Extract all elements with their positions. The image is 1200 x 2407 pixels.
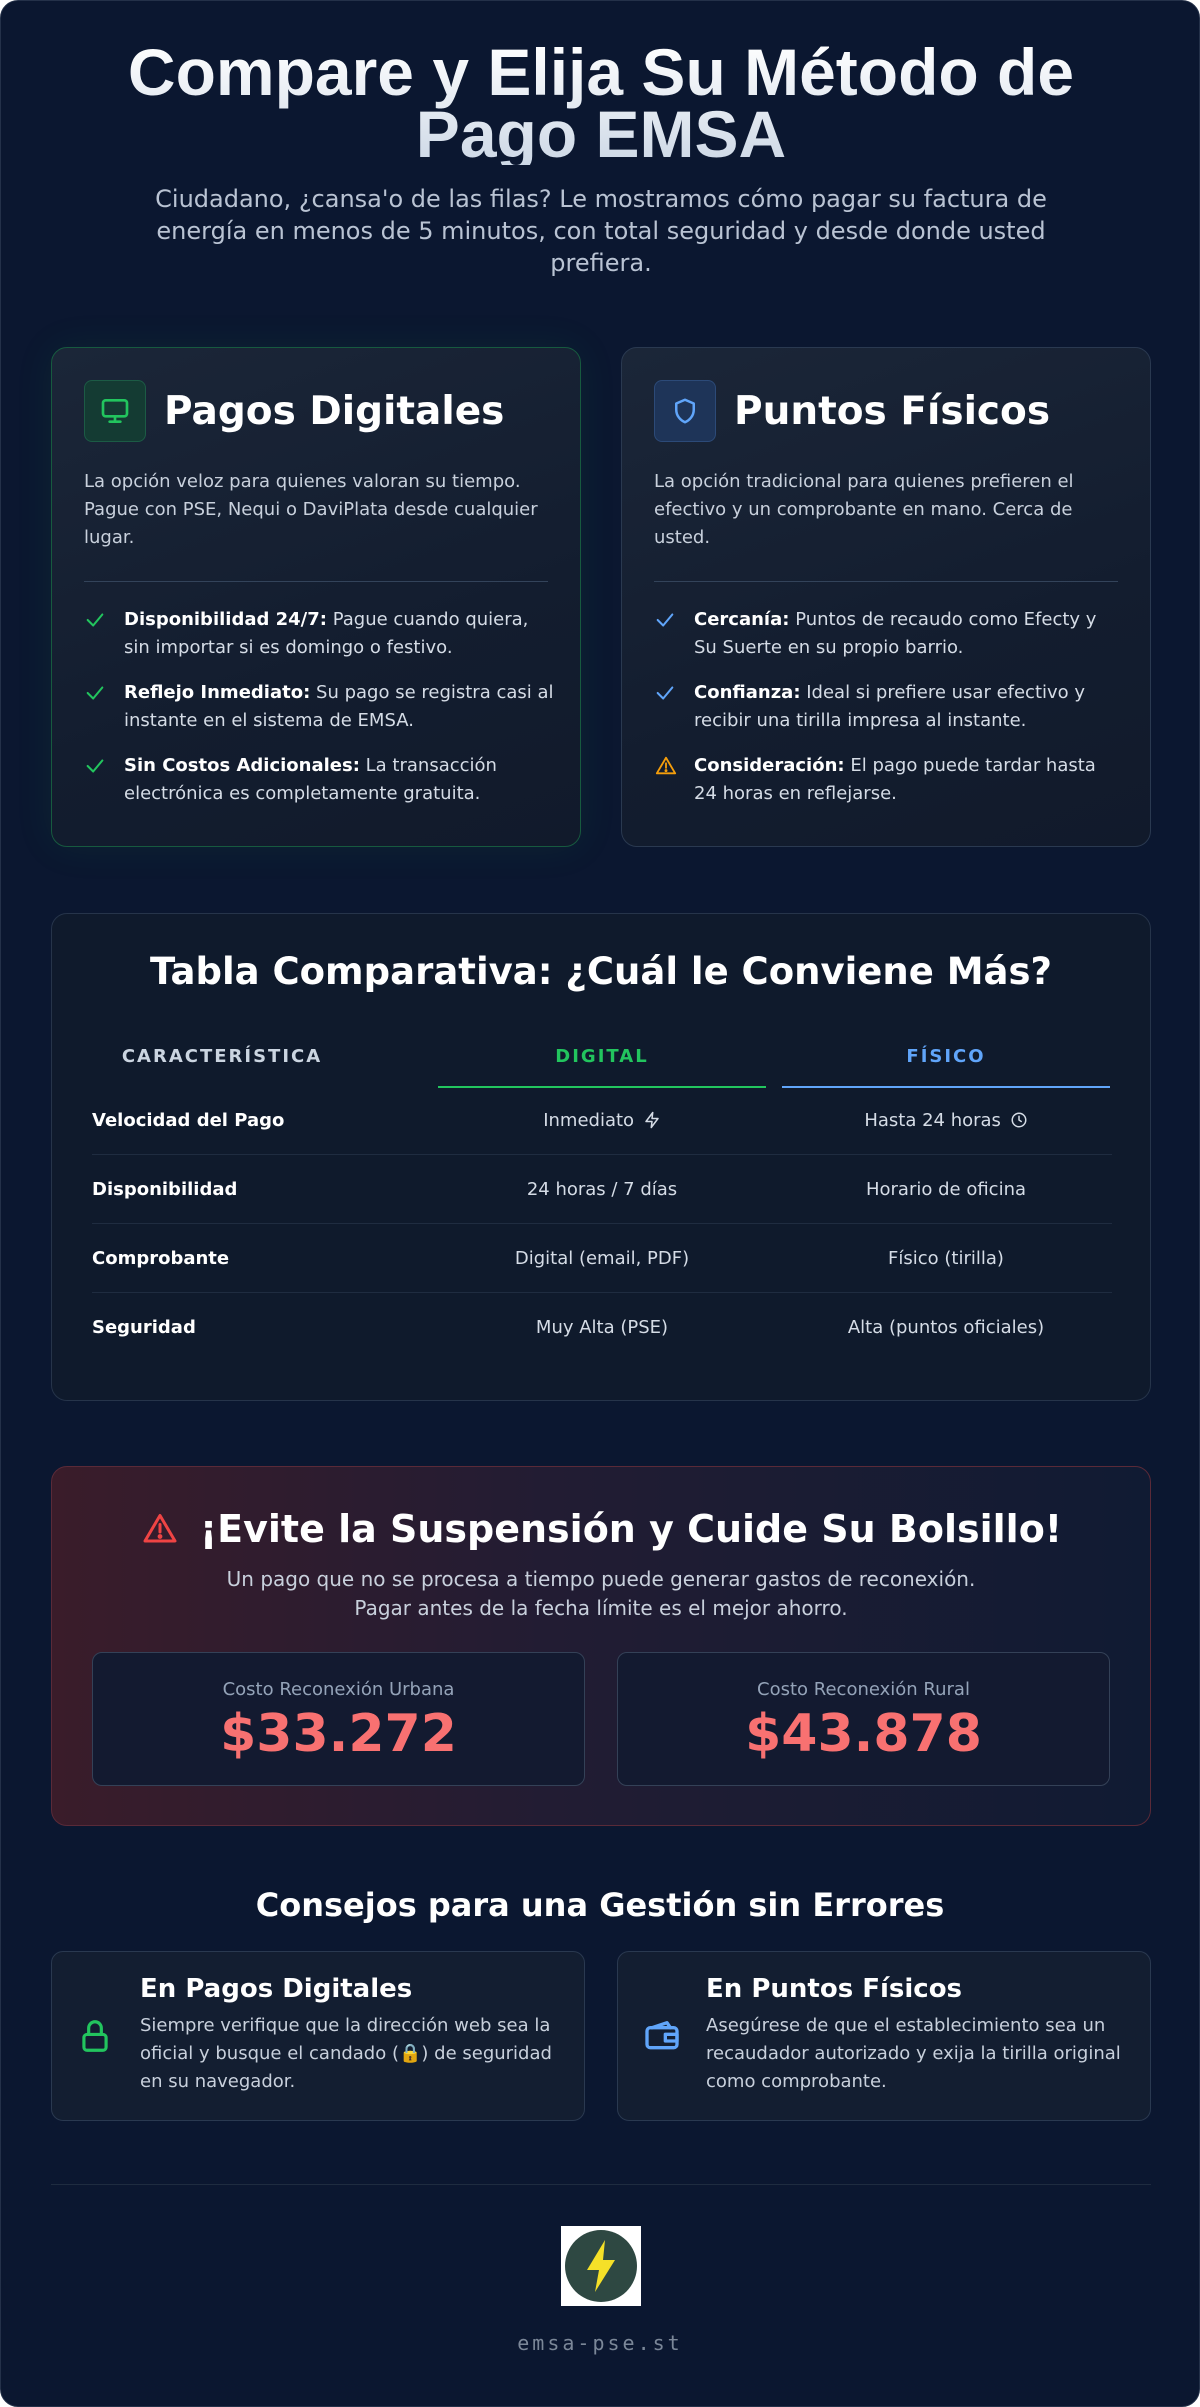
digital-card-title: Pagos Digitales [164,388,505,434]
divider [84,581,548,582]
tip-card-physical [617,1951,1151,2121]
row-label-speed: Velocidad del Pago [92,1110,285,1131]
digital-header-underline [438,1086,766,1088]
feature-label: Sin Costos Adicionales: [124,755,360,776]
list-item [84,679,554,735]
cost-label: Costo Reconexión Urbana [222,1679,455,1700]
feature-label: Cercanía: [694,609,790,630]
check-icon [654,679,694,708]
wallet-icon [642,2016,682,2060]
row-label-security: Seguridad [92,1317,196,1338]
row-separator [92,1223,1112,1224]
rural-cost-box [617,1652,1110,1786]
alert-text: Un pago que no se procesa a tiempo puede generar gastos de reconexión. Pagar antes de la fecha límite es el mejor ahorro. [226,1567,976,1620]
list-item [84,606,554,662]
cell-physical-security: Alta (puntos oficiales) [847,1317,1045,1338]
cell-digital-security: Muy Alta (PSE) [535,1317,669,1338]
physical-feature-list [654,606,1124,825]
column-header-physical: FÍSICO [906,1046,986,1067]
physical-header-underline [782,1086,1110,1088]
feature-text: La transacción electrónica es completamente gratuita. [124,755,497,804]
page-subtitle: Ciudadano, ¿cansa'o de las filas? Le mostramos cómo pagar su factura de energía en menos de 5 minutos, con total seguridad y desde donde usted prefiera. [155,185,1047,277]
comparison-table [51,913,1151,1401]
tip-card-digital [51,1951,585,2121]
feature-label: Confianza: [694,682,801,703]
list-item [654,606,1124,662]
lightning-logo-icon[interactable] [561,2226,641,2306]
physical-card-title: Puntos Físicos [734,388,1051,434]
cell-digital-receipt: Digital (email, PDF) [514,1248,690,1269]
feature-label: Disponibilidad 24/7: [124,609,327,630]
cost-value: $33.272 [220,1704,457,1764]
feature-label: Consideración: [694,755,845,776]
row-separator [92,1154,1112,1155]
warning-icon [654,752,694,781]
check-icon [84,679,124,708]
row-label-receipt: Comprobante [92,1248,230,1269]
cell-digital-availability: 24 horas / 7 días [526,1179,678,1200]
check-icon [84,606,124,635]
shield-icon [654,380,716,442]
alert-header [52,1507,1150,1551]
alert-title: ¡Evite la Suspensión y Cuide Su Bolsillo! [199,1507,1063,1551]
cell-physical-availability: Horario de oficina [865,1179,1027,1200]
list-item [654,679,1124,735]
warning-icon [140,1511,180,1547]
list-item [654,752,1124,808]
digital-feature-list [84,606,554,825]
divider [654,581,1118,582]
cell-digital-speed: Inmediato [438,1110,766,1131]
feature-text: Su pago se registra casi al instante en el sistema de EMSA. [124,682,554,731]
feature-text: Puntos de recaudo como Efecty y Su Suerte en su propio barrio. [694,609,1097,658]
column-header-digital: DIGITAL [555,1046,649,1067]
monitor-icon [84,380,146,442]
check-icon [654,606,694,635]
feature-text: Pague cuando quiera, sin importar si es domingo o festivo. [124,609,529,658]
tip-text: Siempre verifique que la dirección web sea la oficial y busque el candado (🔒) de seguridad en su navegador. [140,2015,552,2092]
feature-label: Reflejo Inmediato: [124,682,311,703]
cell-physical-speed: Hasta 24 horas [782,1110,1110,1131]
tip-title: En Puntos Físicos [706,1974,963,2004]
physical-method-card [621,347,1151,847]
digital-method-card [51,347,581,847]
lightning-icon [643,1111,661,1129]
urban-cost-box [92,1652,585,1786]
footer-divider [51,2184,1151,2185]
clock-icon [1010,1111,1028,1129]
lock-icon [76,2016,114,2060]
row-label-availability: Disponibilidad [92,1179,238,1200]
check-icon [84,752,124,781]
feature-text: Ideal si prefiere usar efectivo y recibir una tirilla impresa al instante. [694,682,1086,731]
cost-value: $43.878 [745,1704,982,1764]
footer-domain: emsa-pse.st [517,2331,683,2355]
physical-card-description: La opción tradicional para quienes prefieren el efectivo y un comprobante en mano. Cerca de usted. [654,471,1074,548]
column-header-feature: CARACTERÍSTICA [121,1046,323,1067]
digital-card-header [84,380,504,442]
cell-physical-receipt: Físico (tirilla) [888,1248,1004,1269]
reconnection-alert [51,1466,1151,1826]
page-title: Compare y Elija Su Método de Pago EMSA [101,41,1101,165]
physical-card-header [654,380,1050,442]
row-separator [92,1292,1112,1293]
list-item [84,752,554,808]
digital-card-description: La opción veloz para quienes valoran su tiempo. Pague con PSE, Nequi o DaviPlata desde cualquier lugar. [84,471,538,548]
cost-label: Costo Reconexión Rural [757,1679,970,1700]
comparison-title: Tabla Comparativa: ¿Cuál le Conviene Más? [150,950,1052,993]
tips-title: Consejos para una Gestión sin Errores [255,1886,945,1924]
tip-title: En Pagos Digitales [140,1974,413,2004]
tip-text: Asegúrese de que el establecimiento sea un recaudador autorizado y exija la tirilla original como comprobante. [706,2015,1121,2092]
hero [1,35,1200,279]
feature-text: El pago puede tardar hasta 24 horas en reflejarse. [694,755,1096,804]
